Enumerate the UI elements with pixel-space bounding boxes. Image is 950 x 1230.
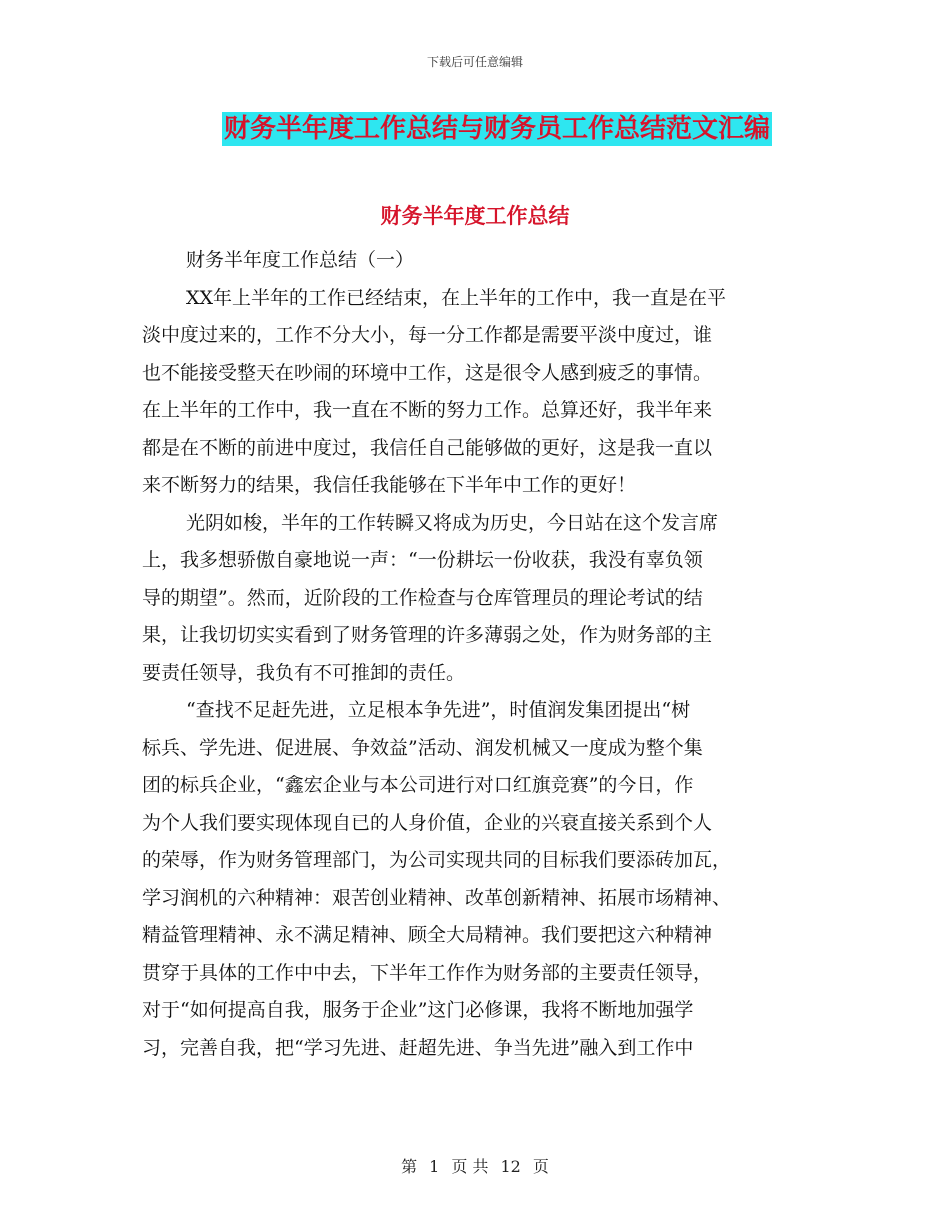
body-line: 对于“如何提高自我，服务于企业”这门必修课，我将不断地加强学 (142, 999, 694, 1021)
body-line: XX年上半年的工作已经结束，在上半年的工作中，我一直是在平 (186, 286, 727, 309)
body-line: 团的标兵企业，“鑫宏企业与本公司进行对口红旗竞赛”的今日，作 (142, 774, 694, 796)
body-line: 的荣辱，作为财务管理部门，为公司实现共同的目标我们要添砖加瓦， (142, 849, 732, 871)
body-line: 贯穿于具体的工作中中去，下半年工作作为财务部的主要责任领导， (142, 961, 713, 984)
body-line: 淡中度过来的，工作不分大小，每一分工作都是需要平淡中度过，谁 (142, 324, 713, 346)
body-line: 财务半年度工作总结（一） (186, 249, 415, 271)
body-line: 精益管理精神、永不满足精神、顾全大局精神。我们要把这六种精神 (142, 924, 713, 946)
body-line: 为个人我们要实现体现自已的人身价值，企业的兴衰直接关系到个人 (142, 811, 713, 834)
section-title: 财务半年度工作总结 (380, 204, 570, 228)
body-line: 都是在不断的前进中度过，我信任自己能够做的更好，这是我一直以 (142, 436, 713, 459)
footer-prefix: 第 (401, 1157, 418, 1176)
body-line: 标兵、学先进、促进展、争效益”活动、润发机械又一度成为整个集 (142, 736, 703, 759)
footer-page-number: 1 (429, 1157, 440, 1176)
body-line: 也不能接受整天在吵闹的环境中工作，这是很令人感到疲乏的事情。 (142, 361, 713, 384)
body-line: “查找不足赶先进，立足根本争先进”，时值润发集团提出“树 (186, 699, 691, 721)
footer-suffix: 页 (532, 1157, 549, 1176)
footer-middle: 页 共 (451, 1157, 489, 1176)
body-line: 习，完善自我，把“学习先进、赶超先进、争当先进”融入到工作中 (142, 1036, 694, 1059)
body-line: 要责任领导，我负有不可推卸的责任。 (142, 661, 466, 684)
body-line: 上，我多想骄傲自豪地说一声：“一份耕坛一份收获，我没有辜负领 (142, 549, 703, 571)
header-note: 下载后可任意编辑 (426, 55, 523, 69)
body-line: 果，让我切切实实看到了财务管理的许多薄弱之处，作为财务部的主 (142, 624, 713, 646)
page-footer (0, 1154, 950, 1177)
body-line: 导的期望”。然而，近阶段的工作检查与仓库管理员的理论考试的结 (142, 586, 703, 609)
body-line: 学习润机的六种精神：艰苦创业精神、改革创新精神、拓展市场精神、 (142, 886, 732, 909)
footer-total-pages: 12 (500, 1157, 521, 1176)
document-title: 财务半年度工作总结与财务员工作总结范文汇编 (224, 114, 771, 144)
body-line: 来不断努力的结果，我信任我能够在下半年中工作的更好！ (142, 474, 637, 496)
body-line: 光阴如梭，半年的工作转瞬又将成为历史，今日站在这个发言席 (186, 511, 719, 534)
body-text (142, 242, 810, 1067)
body-line: 在上半年的工作中，我一直在不断的努力工作。总算还好，我半年来 (142, 399, 713, 421)
